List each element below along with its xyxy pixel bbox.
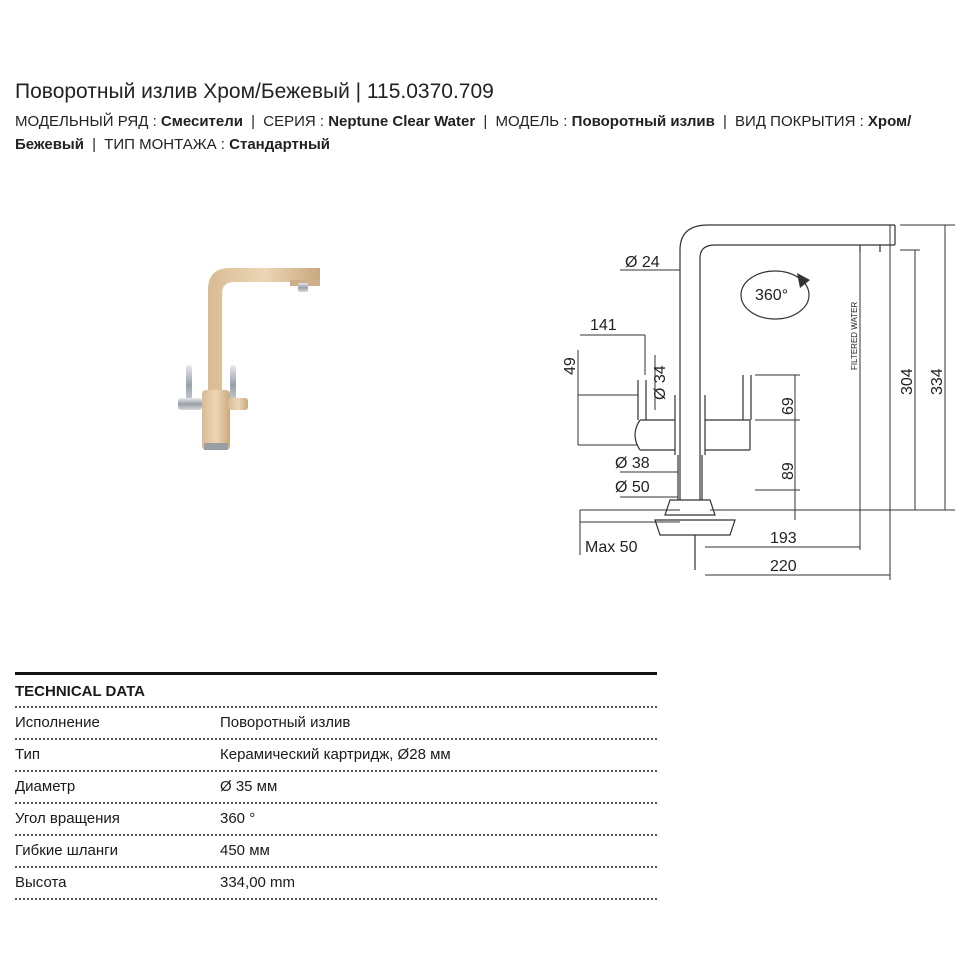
row-value: Поворотный излив xyxy=(220,714,351,731)
prop-separator: | xyxy=(251,113,256,130)
product-properties xyxy=(15,110,960,156)
dim-141: 141 xyxy=(590,317,617,334)
dim-193: 193 xyxy=(770,530,797,547)
row-key: Диаметр xyxy=(15,778,76,795)
table-row xyxy=(15,804,657,836)
prop-label: ТИП МОНТАЖА : xyxy=(104,136,225,153)
dim-69: 69 xyxy=(780,397,797,415)
dim-49: 49 xyxy=(562,357,579,375)
prop-value: Neptune Clear Water xyxy=(328,113,476,130)
table-row xyxy=(15,868,657,900)
row-value: Ø 35 мм xyxy=(220,778,278,795)
table-row xyxy=(15,836,657,868)
dim-24: Ø 24 xyxy=(625,254,660,271)
row-key: Гибкие шланги xyxy=(15,842,118,859)
row-value: 450 мм xyxy=(220,842,270,859)
row-key: Угол вращения xyxy=(15,810,120,827)
technical-data-heading: TECHNICAL DATA xyxy=(15,675,657,708)
dim-304: 304 xyxy=(899,368,916,395)
prop-value: Смесители xyxy=(160,113,243,130)
row-key: Тип xyxy=(15,746,41,763)
prop-label: МОДЕЛЬ : xyxy=(495,113,568,130)
prop-value: Хром/Бежевый xyxy=(15,113,912,153)
dim-max-50: Max 50 xyxy=(585,539,638,556)
prop-label: ВИД ПОКРЫТИЯ : xyxy=(735,113,864,130)
prop-value: Поворотный излив xyxy=(571,113,715,130)
page-title: Поворотный излив Хром/Бежевый | 115.0370.709 xyxy=(15,80,494,103)
rotation-label: 360° xyxy=(755,287,789,304)
dim-89: 89 xyxy=(780,462,797,480)
prop-label: СЕРИЯ : xyxy=(263,113,325,130)
row-value: 334,00 mm xyxy=(220,874,296,891)
table-row xyxy=(15,708,657,740)
dim-220: 220 xyxy=(770,558,797,575)
prop-value: Стандартный xyxy=(229,136,330,153)
table-row xyxy=(15,772,657,804)
row-value: Керамический картридж, Ø28 мм xyxy=(220,746,451,763)
table-row xyxy=(15,740,657,772)
dim-34: Ø 34 xyxy=(652,365,669,400)
row-key: Исполнение xyxy=(15,714,100,731)
prop-separator: | xyxy=(722,113,727,130)
technical-data-table xyxy=(15,672,657,900)
dim-334: 334 xyxy=(929,368,946,395)
dim-38: Ø 38 xyxy=(615,455,650,472)
filtered-water-label: FILTERED WATER xyxy=(850,301,859,370)
prop-label: МОДЕЛЬНЫЙ РЯД : xyxy=(15,113,157,130)
dim-50: Ø 50 xyxy=(615,479,650,496)
technical-drawing xyxy=(560,210,970,590)
faucet-photo xyxy=(160,250,340,460)
prop-separator: | xyxy=(92,136,97,153)
prop-separator: | xyxy=(483,113,488,130)
row-key: Высота xyxy=(15,874,67,891)
row-value: 360 ° xyxy=(220,810,256,827)
